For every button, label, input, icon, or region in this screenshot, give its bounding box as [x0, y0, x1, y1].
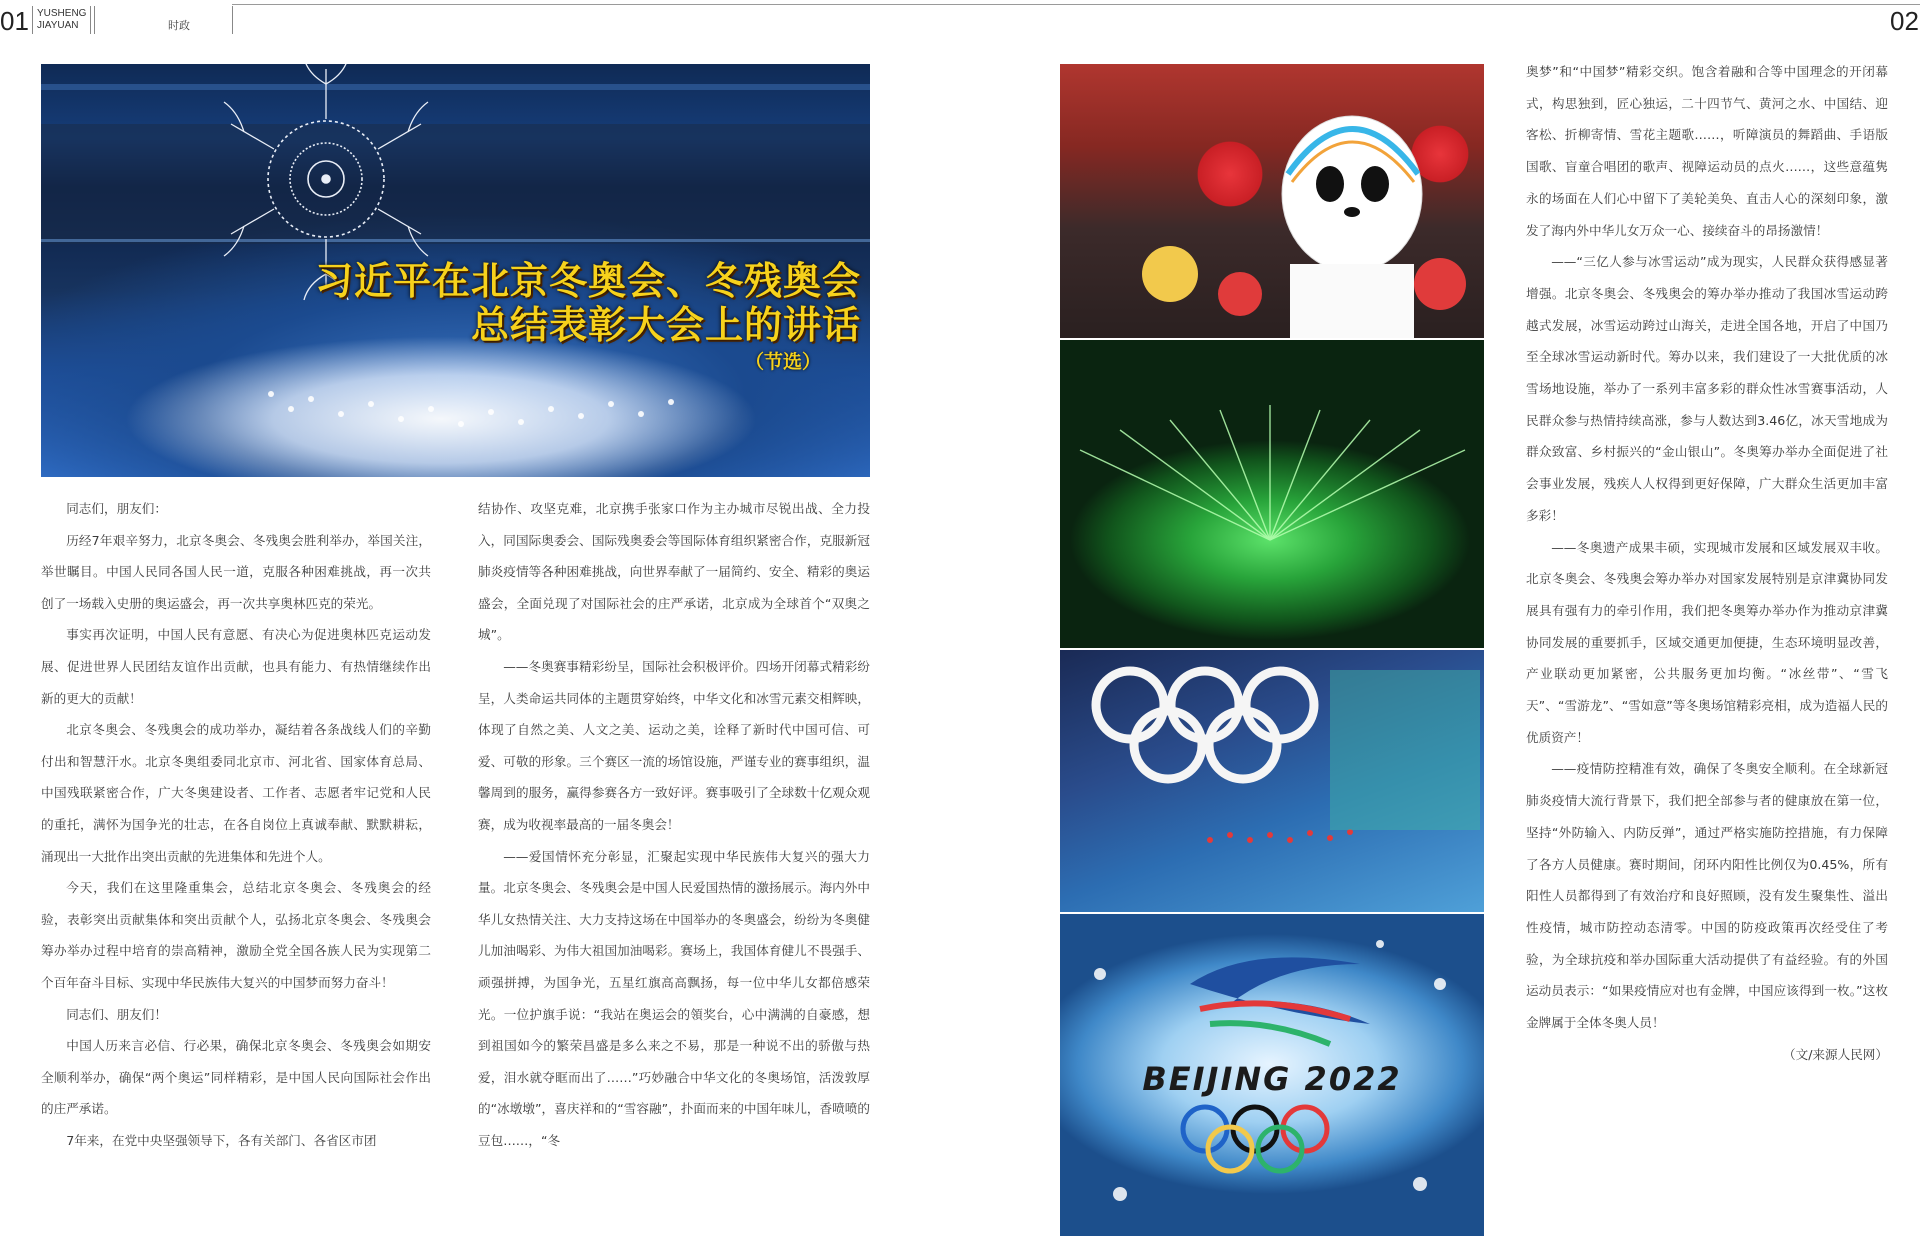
- paragraph: ——冬奥赛事精彩纷呈，国际社会积极评价。四场开闭幕式精彩纷呈，人类命运共同体的主题贯穿始终，中华文化和冰雪元素交相辉映，体现了自然之美、人文之美、运动之美，诠释了新时代中国可信、可爱、可敬的形象。三个赛区一流的场馆设施，严谨专业的赛事组织，温馨周到的服务，赢得参赛各方一致好评。赛事吸引了全球数十亿观众观赛，成为收视率最高的一届冬奥会！: [478, 658, 870, 832]
- page-number-left: 01: [0, 6, 29, 36]
- header-divider-mid: [90, 6, 91, 34]
- paragraph: 7年来，在党中央坚强领导下，各有关部门、各省区市团: [66, 1132, 377, 1148]
- mascot-parade-photo: [1060, 64, 1484, 338]
- paragraph: 同志们，朋友们：: [66, 501, 167, 516]
- section-label: 时政: [168, 19, 190, 32]
- light-rays-illustration: [1060, 340, 1484, 648]
- article-title-line-1: 习近平在北京冬奥会、冬残奥会: [314, 259, 861, 303]
- beijing-2022-wordmark: BEIJING 2022: [1142, 1060, 1402, 1098]
- article-column-2: [478, 493, 870, 1156]
- paragraph: 奥梦”和“中国梦”精彩交织。饱含着融和合等中国理念的开闭幕式，构思独到，匠心独运，二十四节气、黄河之水、中国结、迎客松、折柳寄情、雪花主题歌……，听障演员的舞蹈曲、手语版国歌、盲童合唱团的歌声、视障运动员的点火……，这些意蕴隽永的场面在人们心中留下了美轮美奂、直击人心的深刻印象，激发了海内外中华儿女万众一心、接续奋斗的昂扬激情！: [1526, 64, 1888, 238]
- paragraph: ——疫情防控精准有效，确保了冬奥安全顺利。在全球新冠肺炎疫情大流行背景下，我们把全部参与者的健康放在第一位，坚持“外防输入、内防反弹”，通过严格实施防控措施，有力保障了各方人员健康。赛时期间，闭环内阳性比例仅为0.45%，所有阳性人员都得到了有效治疗和良好照顾，没有发生聚集性、溢出性疫情，城市防控动态清零。中国的防疫政策再次经受住了考验，为全球抗疫和举办国际重大活动提供了有益经验。有的外国运动员表示：“如果疫情应对也有金牌，中国应该得到一枚。”这枚金牌属于全体冬奥人员！: [1526, 761, 1888, 1031]
- header-rule-left: [232, 4, 1920, 5]
- magazine-brand: [37, 8, 86, 32]
- article-title-line-2: 总结表彰大会上的讲话: [470, 303, 861, 347]
- paragraph: ——“三亿人参与冰雪运动”成为现实，人民群众获得感显著增强。北京冬奥会、冬残奥会的筹办举办推动了我国冰雪运动跨越式发展，冰雪运动跨过山海关，走进全国各地，开启了中国乃至全球冰雪运动新时代。筹办以来，我们建设了一大批优质的冰雪场地设施，举办了一系列丰富多彩的群众性冰雪赛事活动，人民群众参与热情持续高涨，参与人数达到3.46亿，冰天雪地成为群众致富、乡村振兴的“金山银山”。冬奥筹办举办全面促进了社会事业发展，残疾人人权得到更好保障，广大群众生活更加丰富多彩！: [1526, 254, 1888, 523]
- olympic-rings-icon: [1060, 650, 1484, 912]
- green-light-performance-photo: [1060, 340, 1484, 648]
- header-divider-left: [32, 6, 33, 34]
- article-source: （文/来源人民网）: [1783, 1046, 1888, 1062]
- article-column-3: [1526, 56, 1888, 1071]
- article-title-block: [221, 259, 861, 374]
- panda-mascot-icon: [1060, 64, 1484, 338]
- header-divider-mid-2: [94, 6, 95, 34]
- beijing-2022-ice-photo: [1060, 914, 1484, 1236]
- paragraph: ——冬奥遗产成果丰硕，实现城市发展和区域发展双丰收。北京冬奥会、冬残奥会筹办举办对国家发展特别是京津冀协同发展具有强有力的牵引作用，我们把冬奥筹办举办作为推动京津冀协同发展的重要抓手，区域交通更加便捷，生态环境明显改善，产业联动更加紧密，公共服务更加均衡。“冰丝带”、“雪飞天”、“雪游龙”、“雪如意”等冬奥场馆精彩亮相，成为造福人民的优质资产！: [1526, 539, 1888, 745]
- hero-photo: [41, 64, 870, 477]
- article-title-note: （节选）: [744, 351, 821, 373]
- brand-line-2: JIAYUAN: [37, 20, 79, 31]
- paragraph: 同志们、朋友们！: [66, 1006, 167, 1022]
- header-divider-right: [232, 6, 233, 34]
- paragraph: 中国人历来言必信、行必果，确保北京冬奥会、冬残奥会如期安全顺利举办，确保“两个奥运”同样精彩，是中国人民向国际社会作出的庄严承诺。: [41, 1038, 431, 1117]
- paragraph: 事实再次证明，中国人民有意愿、有决心为促进奥林匹克运动发展、促进世界人民团结友谊作出贡献，也具有能力、有热情继续作出新的更大的贡献！: [41, 627, 431, 706]
- brand-line-1: YUSHENG: [37, 8, 87, 19]
- paragraph: 结协作、攻坚克难，北京携手张家口作为主办城市尽锐出战、全力投入，同国际奥委会、国际残奥委会等国际体育组织紧密合作，克服新冠肺炎疫情等各种困难挑战，向世界奉献了一届简约、安全、精彩的奥运盛会，全面兑现了对国际社会的庄严承诺，北京成为全球首个“双奥之城”。: [478, 501, 870, 643]
- paragraph: 今天，我们在这里隆重集会，总结北京冬奥会、冬残奥会的经验，表彰突出贡献集体和突出贡献个人，弘扬北京冬奥会、冬残奥会筹办举办过程中培育的崇高精神，激励全党全国各族人民为实现第二个百年奋斗目标、实现中华民族伟大复兴的中国梦而努力奋斗！: [41, 880, 431, 990]
- olympic-rings-parade-photo: [1060, 650, 1484, 912]
- paragraph: ——爱国情怀充分彰显，汇聚起实现中华民族伟大复兴的强大力量。北京冬奥会、冬残奥会是中国人民爱国热情的激扬展示。海内外中华儿女热情关注、大力支持这场在中国举办的冬奥盛会，纷纷为冬奥健儿加油喝彩、为伟大祖国加油喝彩。赛场上，我国体育健儿不畏强手、顽强拼搏，为国争光，五星红旗高高飘扬，每一位中华儿女都倍感荣光。一位护旗手说：“我站在奥运会的領奖台，心中满满的自豪感，想到祖国如今的繁荣昌盛是多么来之不易，那是一种说不出的骄傲与热爱，泪水就夺眶而出了……”巧妙融合中华文化的冬奥场馆，活泼敦厚的“冰墩墩”，喜庆祥和的“雪容融”，扑面而来的中国年味儿，香喷喷的豆包……，“冬: [478, 848, 870, 1148]
- article-column-1: [41, 493, 431, 1156]
- paragraph: 北京冬奥会、冬残奥会的成功举办，凝结着各条战线人们的辛勤付出和智慧汗水。北京冬奥组委同北京市、河北省、国家体育总局、中国残联紧密合作，广大冬奥建设者、工作者、志愿者牢记党和人民的重托，满怀为国争光的壮志，在各自岗位上真诚奉献、默默耕耘，涌现出一大批作出突出贡献的先进集体和先进个人。: [41, 722, 431, 864]
- page-number-right: 02: [1890, 6, 1919, 36]
- paragraph: 历经7年艰辛努力，北京冬奥会、冬残奥会胜利举办，举国关注，举世瞩目。中国人民同各国人民一道，克服各种困难挑战，再一次共创了一场载入史册的奥运盛会，再一次共享奥林匹克的荣光。: [41, 532, 431, 611]
